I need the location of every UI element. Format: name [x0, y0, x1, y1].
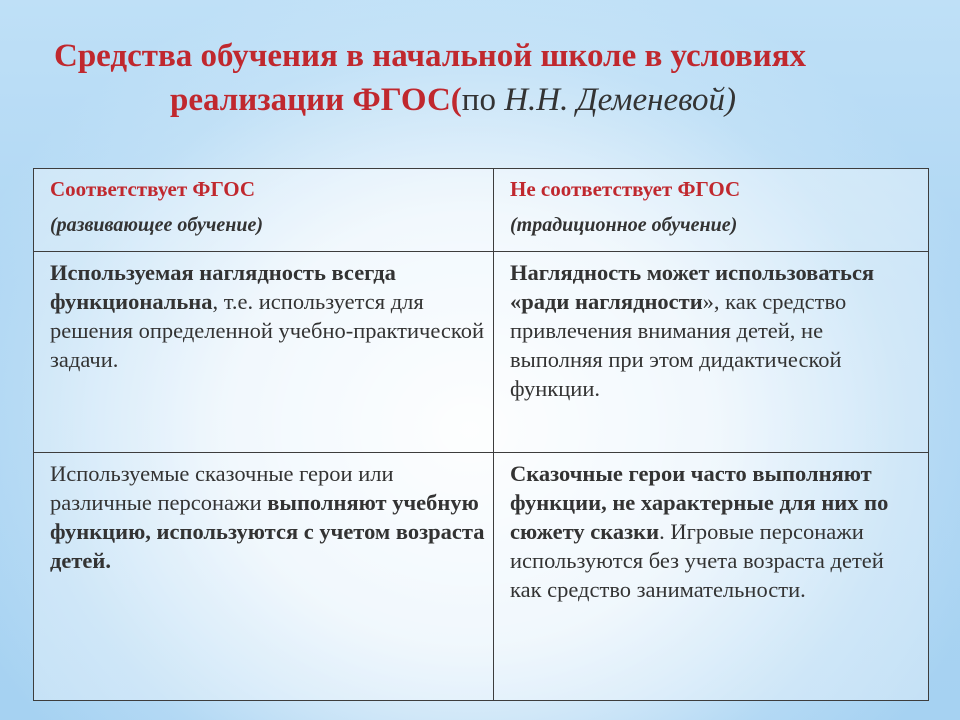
header-cell-non-fgos: [494, 169, 929, 252]
cell-bold-text: Используемая наглядность всегда функциональна: [50, 260, 396, 314]
cell-text: Используемые сказочные герои или различные персонажи: [50, 461, 394, 515]
cell-text: », как средство привлечения внимания детей, не выполняя при этом дидактической функции.: [510, 289, 847, 401]
header-main: Соответствует ФГОС: [50, 177, 256, 201]
slide-title: [40, 34, 920, 122]
comparison-table: [33, 168, 929, 701]
title-line-1: Средства обучения в начальной школе в условиях: [54, 38, 807, 74]
title-line-2: [40, 78, 920, 122]
table-cell: [494, 453, 929, 701]
table-cell: [494, 252, 929, 453]
header-sub: (развивающее обучение): [50, 214, 264, 236]
table-row: [34, 252, 929, 453]
cell-text: , т.е. используется для решения определенной учебно-практической задачи.: [50, 289, 484, 372]
cell-bold-text: Сказочные герои часто выполняют функции, не характерные для них по сюжету сказки: [510, 461, 889, 544]
title-by: по: [461, 82, 505, 118]
header-sub: (традиционное обучение): [510, 214, 738, 236]
header-main: Не соответствует ФГОС: [510, 177, 741, 201]
header-cell-fgos: [34, 169, 494, 252]
cell-bold-text: выполняют учебную функцию, используются с учетом возраста детей.: [50, 490, 485, 573]
cell-bold-text: Наглядность может использоваться «ради наглядности: [510, 260, 875, 314]
title-line-2-bold: реализации ФГОС(: [170, 82, 462, 118]
title-author: Н.Н. Деменевой): [504, 82, 737, 118]
table-cell: [34, 252, 494, 453]
cell-text: . Игровые персонажи используются без учета возраста детей как средство занимательности.: [510, 519, 884, 602]
table-header-row: [34, 169, 929, 252]
table-cell: [34, 453, 494, 701]
table-row: [34, 453, 929, 701]
